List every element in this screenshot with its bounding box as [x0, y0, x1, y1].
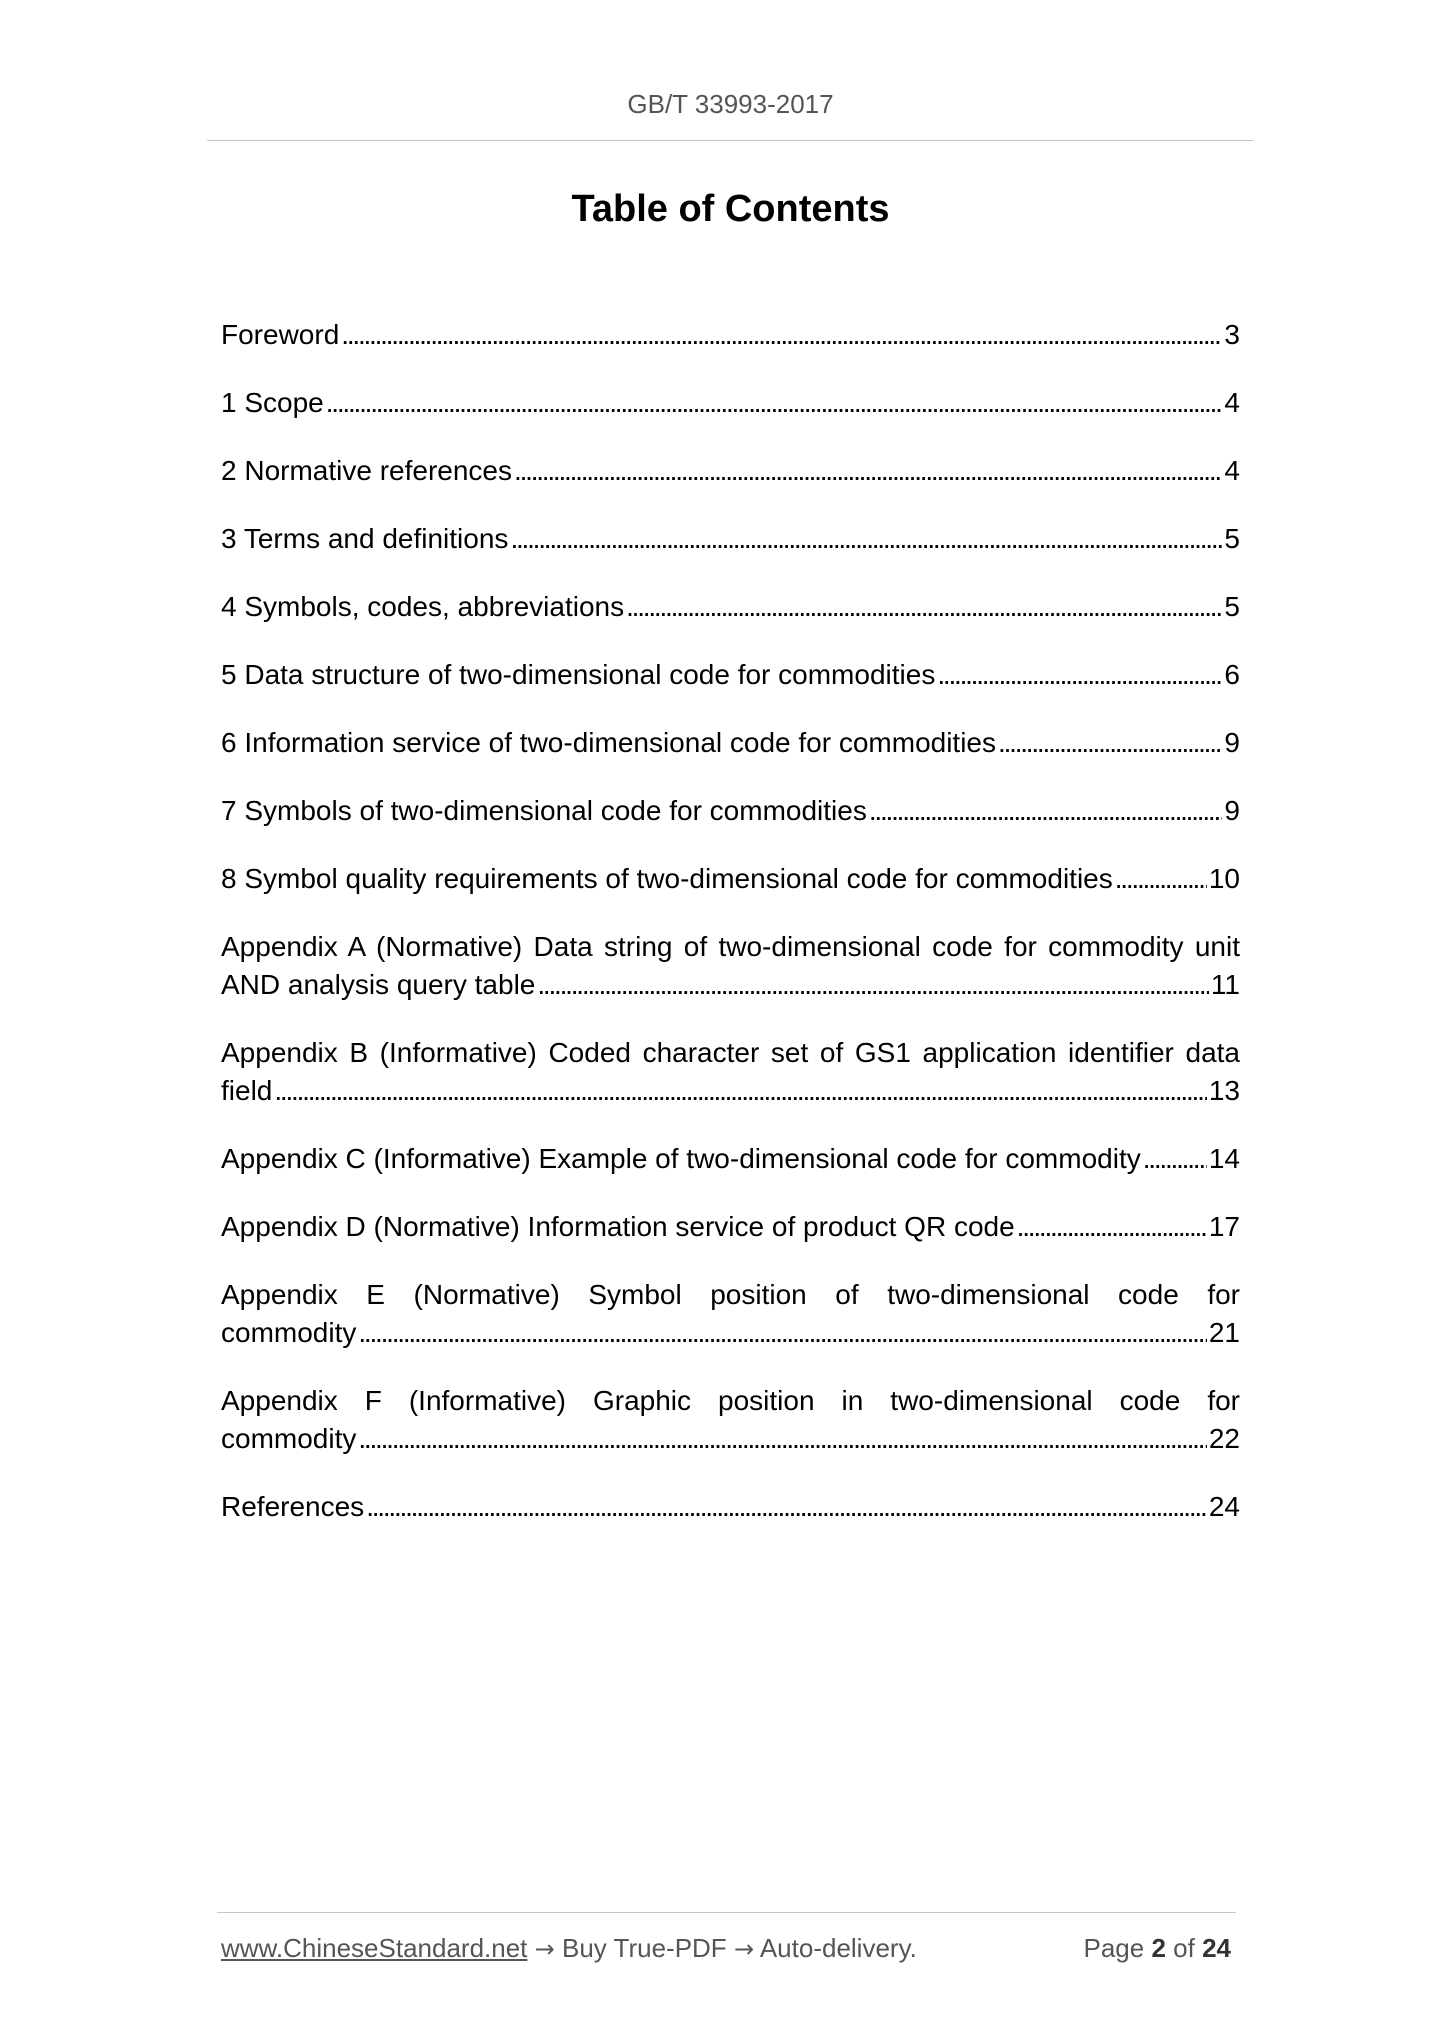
toc-entry-appendix-f[interactable] [221, 1382, 1240, 1458]
toc-entry-symbol-quality[interactable] [221, 860, 1240, 898]
toc-entry-label: 6 Information service of two-dimensional code for commodities [221, 727, 997, 758]
dot-leader [366, 1488, 1207, 1526]
toc-page-number: 17 [1208, 1211, 1240, 1242]
toc-entry-label-continued: commodity [221, 1423, 357, 1454]
toc-page-number: 6 [1224, 659, 1240, 690]
toc-entry-label: Appendix A (Normative) Data string of two-dimensional code for commodity unit [221, 931, 1240, 962]
footer-divider [217, 1912, 1236, 1913]
toc-page-number: 14 [1208, 1143, 1240, 1174]
toc-page-number: 9 [1224, 727, 1240, 758]
dot-leader [937, 656, 1222, 694]
toc-entry-symbols[interactable] [221, 792, 1240, 830]
toc-entry-references[interactable] [221, 1488, 1240, 1526]
toc-entry-label: References [221, 1491, 365, 1522]
dot-leader [274, 1072, 1206, 1110]
dot-leader [1115, 860, 1207, 898]
toc-page-number: 4 [1224, 387, 1240, 418]
toc-entry-label-continued: commodity [221, 1317, 357, 1348]
toc-entry-label: Appendix B (Informative) Coded character set of GS1 application identifier data [221, 1037, 1240, 1068]
toc-page-number: 10 [1208, 863, 1240, 894]
page-label: Page [1083, 1933, 1145, 1963]
dot-leader [514, 452, 1222, 490]
toc-entry-appendix-e[interactable] [221, 1276, 1240, 1352]
toc-entry-symbols-codes[interactable] [221, 588, 1240, 626]
toc-page-number: 22 [1208, 1423, 1240, 1454]
dot-leader [998, 724, 1222, 762]
toc-entry-label-continued: AND analysis query table [221, 969, 536, 1000]
dot-leader [341, 316, 1222, 354]
toc-entry-terms-definitions[interactable] [221, 520, 1240, 558]
dot-leader [1017, 1208, 1207, 1246]
page-total: 24 [1202, 1933, 1231, 1963]
arrow-right-icon: → [534, 1935, 555, 1963]
header-divider [207, 140, 1254, 141]
toc-page-number: 4 [1224, 455, 1240, 486]
document-header: GB/T 33993-2017 [627, 89, 834, 119]
toc-entry-label: 2 Normative references [221, 455, 513, 486]
toc-entry-label: 4 Symbols, codes, abbreviations [221, 591, 625, 622]
toc-page-number: 24 [1208, 1491, 1240, 1522]
dot-leader [537, 966, 1209, 1004]
page-current: 2 [1151, 1933, 1166, 1963]
website-link[interactable]: www.ChineseStandard.net [221, 1933, 528, 1963]
toc-entry-label: 5 Data structure of two-dimensional code for commodities [221, 659, 936, 690]
page-of-label: of [1173, 1933, 1195, 1963]
arrow-right-icon: → [733, 1935, 755, 1963]
dot-leader [358, 1420, 1206, 1458]
dot-leader [869, 792, 1223, 830]
toc-page-number: 21 [1208, 1317, 1240, 1348]
toc-entry-scope[interactable] [221, 384, 1240, 422]
delivery-text: Auto-delivery. [759, 1933, 917, 1963]
toc-entry-label: Appendix E (Normative) Symbol position of two-dimensional code for [221, 1279, 1240, 1310]
toc-entry-label: 1 Scope [221, 387, 324, 418]
dot-leader [358, 1314, 1206, 1352]
toc-page-number: 3 [1224, 319, 1240, 350]
toc-entry-label: Foreword [221, 319, 340, 350]
toc-page-number: 9 [1224, 795, 1240, 826]
dot-leader [1143, 1140, 1207, 1178]
toc-entry-foreword[interactable] [221, 316, 1240, 354]
page-title: Table of Contents [571, 188, 890, 230]
toc-entry-information-service[interactable] [221, 724, 1240, 762]
toc-entry-label: Appendix C (Informative) Example of two-dimensional code for commodity [221, 1143, 1141, 1174]
toc-entry-data-structure[interactable] [221, 656, 1240, 694]
dot-leader [626, 588, 1222, 626]
toc-page-number: 5 [1224, 523, 1240, 554]
dot-leader [326, 384, 1223, 422]
toc-page-number: 11 [1210, 969, 1240, 1000]
toc-entry-label: 8 Symbol quality requirements of two-dimensional code for commodities [221, 863, 1113, 894]
toc-entry-label: Appendix D (Normative) Information service of product QR code [221, 1211, 1015, 1242]
toc-entry-label: 3 Terms and definitions [221, 523, 509, 554]
dot-leader [510, 520, 1222, 558]
toc-entry-appendix-a[interactable] [221, 928, 1240, 1004]
toc-page-number: 13 [1208, 1075, 1240, 1106]
toc-entry-appendix-c[interactable] [221, 1140, 1240, 1178]
toc-page-number: 5 [1224, 591, 1240, 622]
toc-entry-label-continued: field [221, 1075, 273, 1106]
table-of-contents [221, 316, 1240, 1556]
toc-entry-label: Appendix F (Informative) Graphic position in two-dimensional code for [221, 1385, 1240, 1416]
toc-entry-appendix-b[interactable] [221, 1034, 1240, 1110]
toc-entry-appendix-d[interactable] [221, 1208, 1240, 1246]
toc-entry-label: 7 Symbols of two-dimensional code for commodities [221, 795, 867, 826]
page-indicator [1083, 1930, 1231, 1966]
toc-entry-normative-references[interactable] [221, 452, 1240, 490]
buy-text: Buy True-PDF [561, 1933, 727, 1963]
